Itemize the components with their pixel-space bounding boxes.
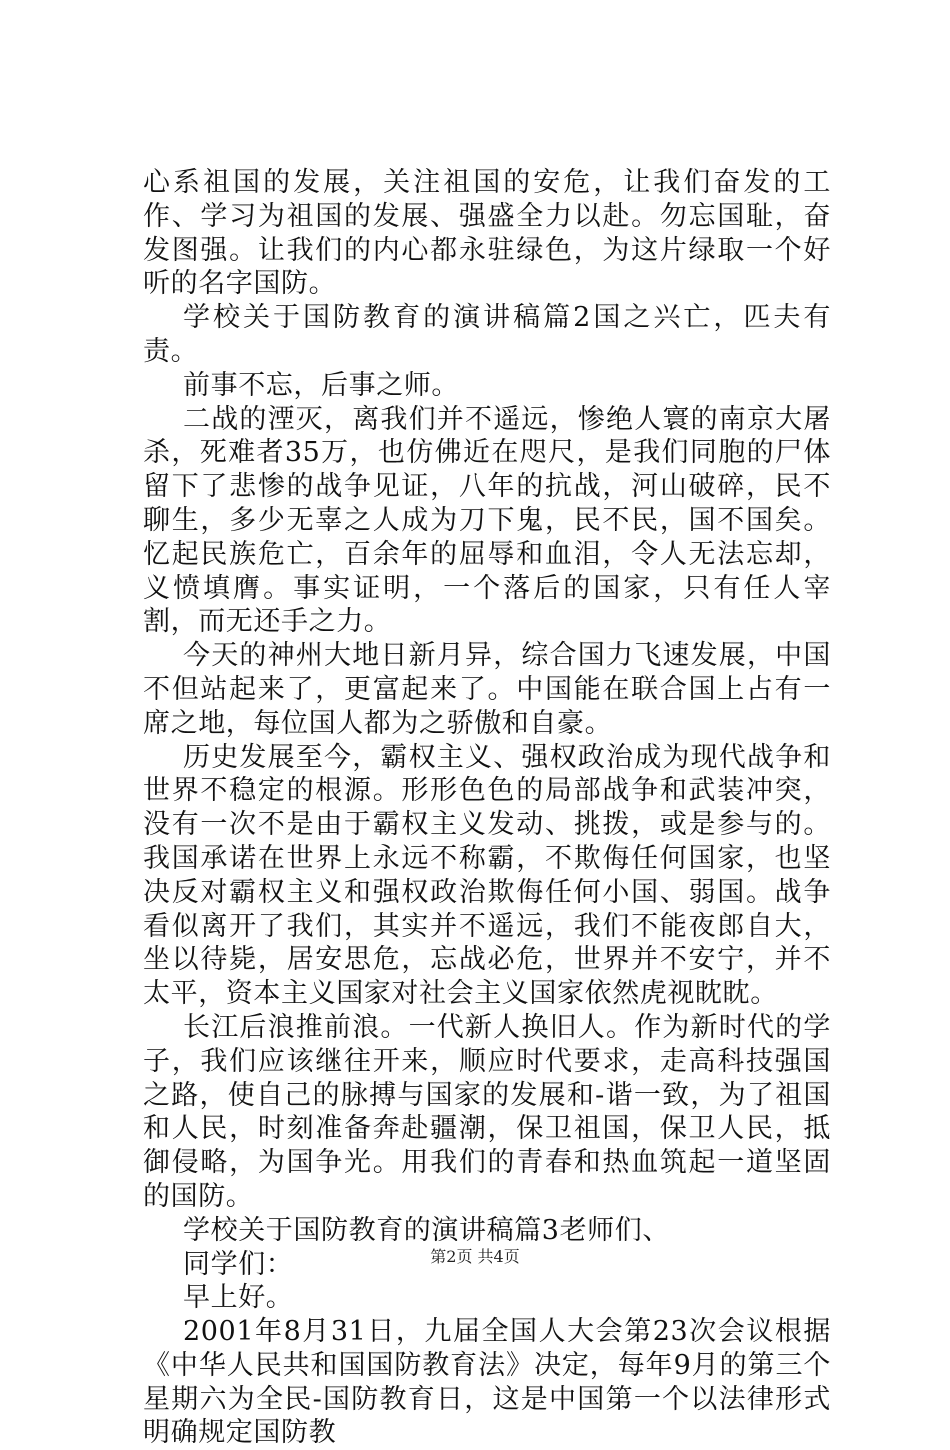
- paragraph-4: 二战的湮灭，离我们并不遥远，惨绝人寰的南京大屠杀，死难者35万，也仿佛近在咫尺，是我们同胞的尸体留下了悲惨的战争见证，八年的抗战，河山破碎，民不聊生，多少无辜之人成为刀下鬼，民不民，国不国矣。忆起民族危亡，百余年的屈辱和血泪，令人无法忘却，义愤填膺。事实证明，一个落后的国家，只有任人宰割，而无还手之力。: [143, 403, 831, 638]
- paragraph-9: 同学们：: [183, 1248, 294, 1280]
- paragraph-11: 2001年8月31日，九届全国人大会第23次会议根据《中华人民共和国国防教育法》决定，每年9月的第三个星期六为全民-国防教育日，这是中国第一个以法律形式明确规定国防教: [143, 1316, 831, 1449]
- paragraph-1: 心系祖国的发展，关注祖国的安危，让我们奋发的工作、学习为祖国的发展、强盛全力以赴。勿忘国耻，奋发图强。让我们的内心都永驻绿色，为这片绿取一个好听的名字国防。: [143, 167, 831, 300]
- paragraph-3: 前事不忘，后事之师。: [183, 369, 459, 401]
- page-footer: 第2页 共4页: [430, 1247, 520, 1266]
- paragraph-2: 学校关于国防教育的演讲稿篇2国之兴亡，匹夫有责。: [143, 302, 831, 367]
- paragraph-8: 学校关于国防教育的演讲稿篇3老师们、: [183, 1214, 670, 1246]
- paragraph-6: 历史发展至今，霸权主义、强权政治成为现代战争和世界不稳定的根源。形形色色的局部战争和武装冲突，没有一次不是由于霸权主义发动、挑拨，或是参与的。我国承诺在世界上永远不称霸，不欺侮任何国家，也坚决反对霸权主义和强权政治欺侮任何小国、弱国。战争看似离开了我们，其实并不遥远，我们不能夜郎自大，坐以待毙，居安思危，忘战必危，世界并不安宁，并不太平，资本主义国家对社会主义国家依然虎视眈眈。: [143, 741, 831, 1010]
- paragraph-5: 今天的神州大地日新月异，综合国力飞速发展，中国不但站起来了，更富起来了。中国能在联合国上占有一席之地，每位国人都为之骄傲和自豪。: [143, 640, 831, 739]
- paragraph-7: 长江后浪推前浪。一代新人换旧人。作为新时代的学子，我们应该继往开来，顺应时代要求，走高科技强国之路，使自己的脉搏与国家的发展和-谐一致，为了祖国和人民，时刻准备奔赴疆潮，保卫祖国，保卫人民，抵御侵略，为国争光。用我们的青春和热血筑起一道坚固的国防。: [143, 1011, 831, 1212]
- paragraph-10: 早上好。: [183, 1282, 294, 1314]
